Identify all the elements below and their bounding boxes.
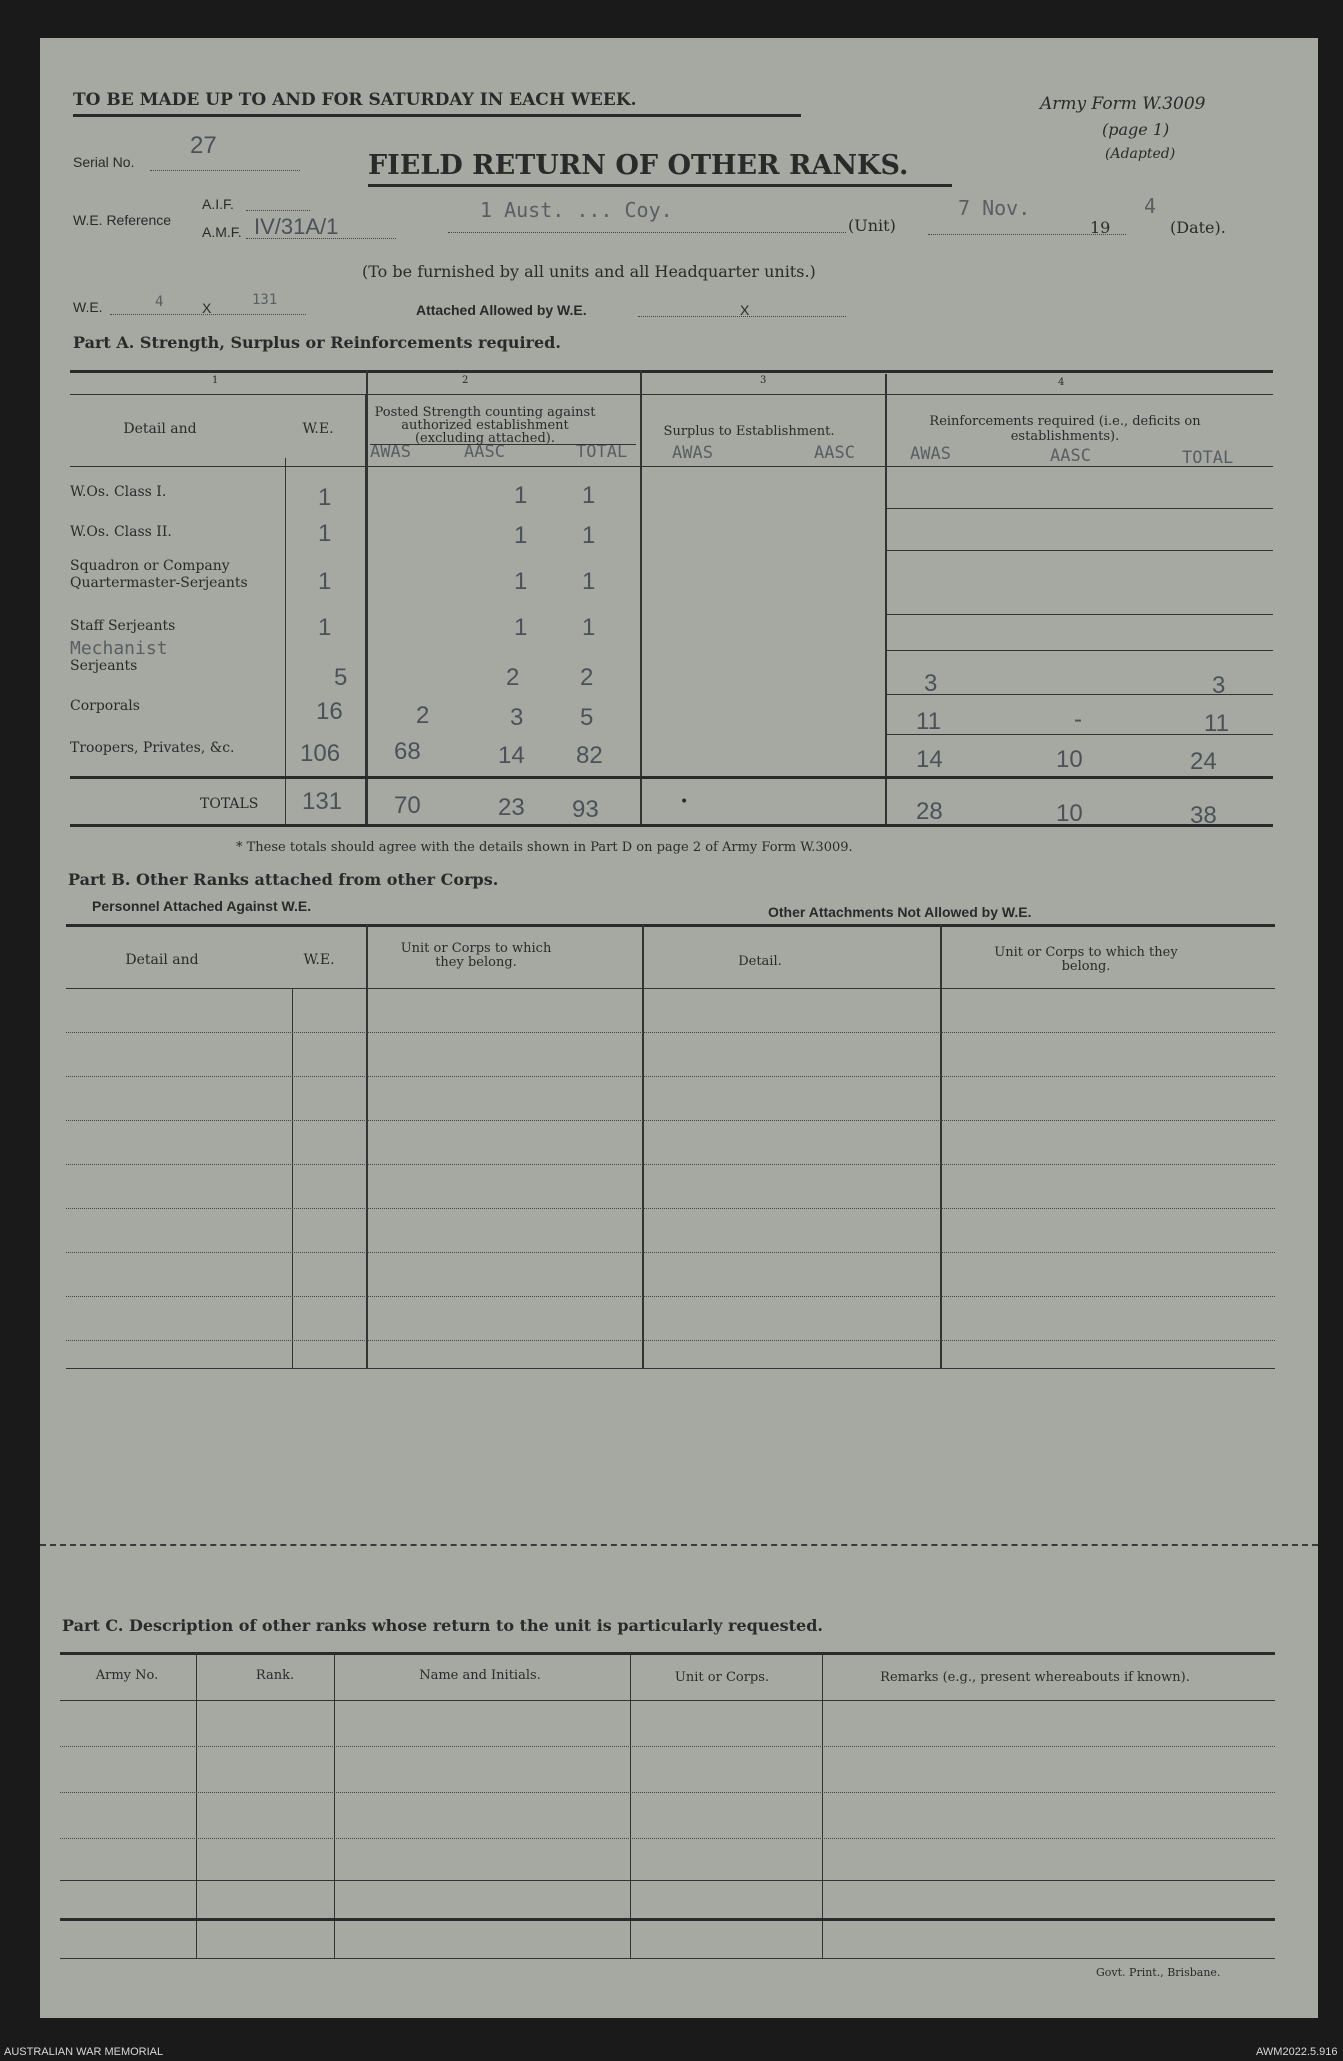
part-c-vline-2 — [334, 1652, 335, 1958]
row-p2-troopers: 14 — [498, 742, 525, 769]
part-b-row-1 — [66, 1032, 1275, 1033]
row-p2-serjeants: 2 — [506, 664, 520, 691]
col-number-2: 2 — [462, 375, 469, 386]
row-we-staff-serjeants: 1 — [318, 614, 332, 641]
unit-label: (Unit) — [848, 216, 896, 235]
row-we-corporals: 16 — [316, 698, 343, 725]
part-a-top-rule — [70, 370, 1273, 373]
part-c-row-2 — [60, 1792, 1275, 1793]
furnished-note: (To be furnished by all units and all Headquarter units.) — [362, 262, 816, 281]
row-detail-cqms: Squadron or Company Quartermaster-Serjeants — [70, 558, 248, 591]
subhead-surplus-aasc: AASC — [814, 443, 855, 463]
part-c-top-rule — [60, 1652, 1275, 1655]
serial-value: 27 — [190, 132, 217, 159]
subhead-reinf-awas: AWAS — [910, 444, 951, 464]
part-a-header-rule — [70, 466, 1273, 467]
row-detail-staff-serjeants: Staff Serjeants — [70, 618, 176, 634]
totals-we: 131 — [302, 788, 343, 815]
row-we-serjeants: 5 — [334, 664, 348, 691]
form-title: FIELD RETURN OF OTHER RANKS. — [368, 150, 909, 181]
year-value: 4 — [1144, 194, 1157, 218]
row-r2-corporals: - — [1074, 706, 1082, 733]
adapted-label: (Adapted) — [1105, 146, 1176, 162]
form-page — [40, 38, 1318, 2018]
title-underline — [368, 184, 952, 187]
part-a-title: Part A. Strength, Surplus or Reinforcements required. — [73, 333, 561, 352]
row-r1-serjeants: 3 — [924, 670, 938, 697]
part-b-header-rule — [66, 988, 1275, 989]
part-b-row-7 — [66, 1296, 1275, 1297]
subhead-posted-aasc: AASC — [464, 442, 505, 462]
amf-value: IV/31A/1 — [254, 214, 339, 239]
row-we-cqms: 1 — [318, 568, 332, 595]
aif-label: A.I.F. — [202, 196, 234, 212]
row-r1-troopers: 14 — [916, 746, 943, 773]
serial-line — [150, 170, 300, 171]
part-c-header-rank: Rank. — [255, 1668, 295, 1683]
part-b-row-4 — [66, 1164, 1275, 1165]
totals-label: TOTALS — [200, 796, 259, 812]
part-b-header-unit: Unit or Corps to which they belong. — [400, 941, 552, 970]
subhead-reinf-total: TOTAL — [1182, 448, 1234, 468]
row-p2-wo2: 1 — [514, 522, 528, 549]
part-c-header-rule — [60, 1700, 1275, 1701]
part-a-vline-col3 — [640, 370, 642, 824]
row-p2-staff-serjeants: 1 — [514, 614, 528, 641]
part-b-vline-1 — [292, 988, 293, 1368]
col-number-1: 1 — [212, 375, 219, 386]
totals-r3: 38 — [1190, 802, 1217, 829]
part-b-vline-2 — [366, 924, 368, 1368]
page-label: (page 1) — [1102, 120, 1170, 139]
row-line-4 — [885, 650, 1273, 651]
row-p3-corporals: 5 — [580, 704, 594, 731]
row-r3-corporals: 11 — [1204, 710, 1229, 737]
part-b-header-detail: Detail and — [125, 952, 199, 968]
part-c-header-name: Name and Initials. — [419, 1668, 541, 1683]
row-p3-wo2: 1 — [582, 522, 596, 549]
army-form-label: Army Form W.3009 — [1040, 94, 1206, 114]
attached-allowed-label: Attached Allowed by W.E. — [416, 302, 587, 318]
totals-p3: 93 — [572, 796, 599, 823]
col-number-4: 4 — [1058, 377, 1065, 388]
row-p3-cqms: 1 — [582, 568, 596, 595]
subhead-reinf-aasc: AASC — [1050, 446, 1091, 466]
row-r3-troopers: 24 — [1190, 748, 1217, 775]
part-c-title: Part C. Description of other ranks whose return to the unit is particularly requested. — [62, 1616, 823, 1635]
row-r3-serjeants: 3 — [1212, 672, 1226, 699]
row-p3-wo1: 1 — [582, 482, 596, 509]
part-b-header-detail-other: Detail. — [738, 954, 782, 969]
row-line-1 — [885, 508, 1273, 509]
totals-p1: 70 — [394, 792, 421, 819]
header-surplus: Surplus to Establishment. — [663, 424, 835, 439]
row-we-troopers: 106 — [300, 740, 341, 767]
part-a-vline-col4 — [885, 374, 887, 826]
part-c-vline-3 — [630, 1652, 631, 1958]
aif-line — [246, 210, 310, 211]
part-b-header-unit-other: Unit or Corps to which they belong. — [994, 945, 1178, 974]
row-detail-serjeants: Serjeants — [70, 658, 138, 674]
we-value-a: 4 — [155, 294, 164, 310]
row-p1-corporals: 2 — [416, 702, 430, 729]
subhead-posted-awas: AWAS — [370, 442, 411, 462]
header-detail: Detail and — [123, 421, 197, 437]
row-we-wo1: 1 — [318, 484, 332, 511]
subhead-posted-total: TOTAL — [576, 442, 628, 462]
part-b-vline-3 — [642, 924, 644, 1368]
row-p3-serjeants: 2 — [580, 664, 594, 691]
part-c-bottom-rule — [60, 1918, 1275, 1921]
subhead-surplus-awas: AWAS — [672, 443, 713, 463]
date-label: (Date). — [1170, 218, 1226, 237]
part-b-top-rule — [66, 924, 1275, 927]
part-b-row-5 — [66, 1208, 1275, 1209]
row-line-2 — [885, 550, 1273, 551]
date-value: 7 Nov. — [958, 196, 1031, 220]
header-reinforcements: Reinforcements required (i.e., deficits on establishments). — [929, 414, 1201, 444]
amf-label: A.M.F. — [202, 224, 242, 240]
part-b-bottom-rule — [66, 1368, 1275, 1369]
part-c-row-3 — [60, 1838, 1275, 1839]
part-b-row-6 — [66, 1252, 1275, 1253]
row-p2-cqms: 1 — [514, 568, 528, 595]
row-r1-corporals: 11 — [916, 708, 941, 735]
row-p3-troopers: 82 — [576, 742, 603, 769]
part-a-totals-top-rule — [70, 776, 1273, 779]
part-c-row-1 — [60, 1746, 1275, 1747]
unit-line — [448, 232, 846, 233]
part-a-posted-subrule — [370, 444, 636, 445]
we-x: X — [202, 300, 212, 316]
part-c-final-rule — [60, 1958, 1275, 1959]
part-b-header-we: W.E. — [303, 952, 335, 968]
part-c-vline-1 — [196, 1652, 197, 1958]
row-p2-wo1: 1 — [514, 482, 528, 509]
totals-surplus-mark: • — [680, 794, 689, 810]
row-we-wo2: 1 — [318, 520, 332, 547]
row-detail-corporals: Corporals — [70, 698, 140, 714]
row-detail-troopers: Troopers, Privates, &c. — [70, 740, 235, 756]
part-c-header-unit: Unit or Corps. — [674, 1670, 770, 1685]
part-b-left-subtitle: Personnel Attached Against W.E. — [92, 898, 312, 914]
header-posted: Posted Strength counting against authorized establishment (excluding attached). — [374, 405, 596, 446]
we-label: W.E. — [73, 299, 103, 315]
part-b-row-2 — [66, 1076, 1275, 1077]
row-p1-troopers: 68 — [394, 738, 421, 765]
row-line-3 — [885, 614, 1273, 615]
part-c-vline-4 — [822, 1652, 823, 1958]
we-value-b: 131 — [252, 292, 278, 308]
row-p3-staff-serjeants: 1 — [582, 614, 596, 641]
we-reference-label: W.E. Reference — [73, 212, 172, 228]
serial-label: Serial No. — [73, 154, 135, 170]
part-b-title: Part B. Other Ranks attached from other Corps. — [68, 870, 499, 889]
instruction-text: TO BE MADE UP TO AND FOR SATURDAY IN EACH WEEK. — [73, 90, 637, 110]
part-a-vline-we-left — [285, 458, 286, 824]
totals-p2: 23 — [498, 794, 525, 821]
year-prefix: 19 — [1090, 218, 1111, 237]
part-b-row-3 — [66, 1120, 1275, 1121]
part-b-vline-4 — [940, 924, 942, 1368]
totals-r2: 10 — [1056, 800, 1083, 827]
header-we: W.E. — [302, 421, 334, 437]
printer-imprint: Govt. Print., Brisbane. — [1096, 1966, 1221, 1979]
perforation-line — [40, 1544, 1318, 1546]
totals-r1: 28 — [916, 798, 943, 825]
part-a-number-rule — [70, 394, 1273, 395]
row-p2-corporals: 3 — [510, 704, 524, 731]
row-r2-troopers: 10 — [1056, 746, 1083, 773]
row-detail-wo2: W.Os. Class II. — [70, 524, 172, 540]
attached-x: X — [740, 302, 750, 318]
part-c-row-4 — [60, 1880, 1275, 1881]
row-detail-wo1: W.Os. Class I. — [70, 484, 167, 500]
part-a-bottom-rule — [70, 824, 1273, 827]
part-b-right-subtitle: Other Attachments Not Allowed by W.E. — [768, 904, 1032, 920]
unit-value: 1 Aust. ... Coy. — [480, 198, 673, 222]
instruction-underline — [73, 114, 801, 117]
footer-left: AUSTRALIAN WAR MEMORIAL — [4, 2046, 164, 2058]
part-a-footnote: * These totals should agree with the details shown in Part D on page 2 of Army Form W.3009. — [236, 840, 853, 855]
mechanist-overtype: Mechanist — [70, 638, 168, 659]
part-b-row-8 — [66, 1340, 1275, 1341]
part-c-header-remarks: Remarks (e.g., present whereabouts if known). — [880, 1670, 1190, 1685]
part-c-header-army-no: Army No. — [95, 1668, 159, 1683]
part-a-vline-col2 — [366, 370, 368, 824]
footer-right: AWM2022.5.916 — [1256, 2046, 1338, 2058]
col-number-3: 3 — [760, 375, 767, 386]
